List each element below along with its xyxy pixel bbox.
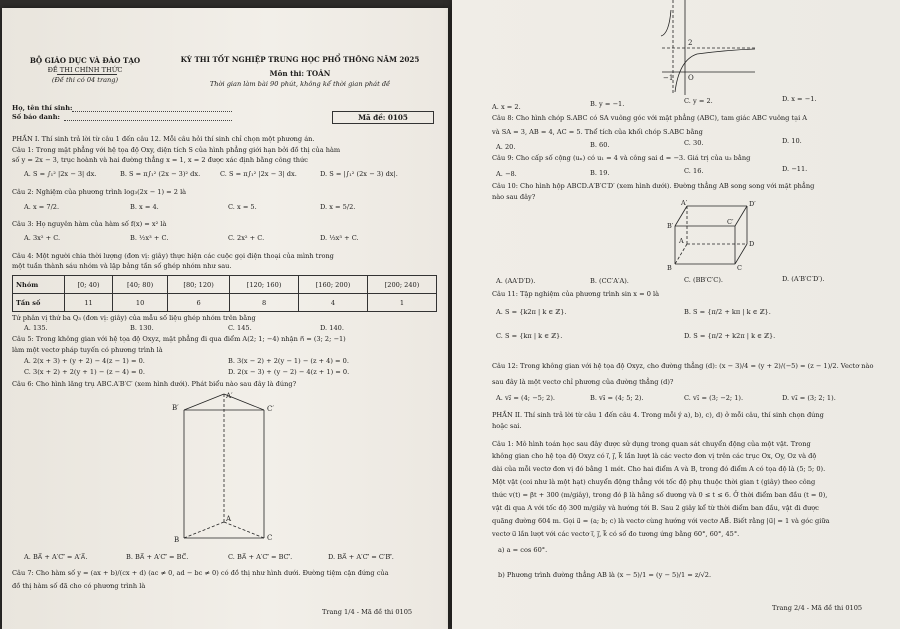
q6-option-a: A. BA⃗ + A′C′⃗ = A′A⃗. (24, 553, 88, 561)
q10-option-b: B. (CC′A′A). (590, 277, 629, 285)
q1-line1: Câu 1: Trong mặt phẳng với hệ tọa độ Oxy, diện tích S của hình phẳng giới hạn bởi đồ thị của hàm (12, 146, 341, 154)
q9-option-c: C. 16. (684, 167, 704, 175)
q12-line2: sau đây là một vectơ chỉ phương của đường thẳng (d)? (492, 378, 674, 386)
q12-line1: Câu 12: Trong không gian với hệ tọa độ Oxyz, cho đường thẳng (d): (x − 3)/4 = (y + 2)/(−5) = (z − 1)/2. Vectơ nào (492, 362, 874, 370)
table-cell: [160; 200) (299, 276, 368, 294)
q3-option-a: A. 3x² + C. (24, 234, 61, 242)
label-D-prime: D′ (749, 200, 756, 208)
p2q1-line: quãng đường 604 m. Gọi u⃗ = (a; b; c) là vectơ cùng hướng với vectơ AB⃗. Biết rằng |u⃗| = 1 và góc giữa (492, 517, 830, 525)
label-C: C (267, 534, 273, 542)
p2q1-statement-a: a) a = cos 60°. (498, 546, 548, 554)
graph-y-mark: 2 (688, 39, 693, 47)
q7-line1: Câu 7: Cho hàm số y = (ax + b)/(cx + d) (ac ≠ 0, ad − bc ≠ 0) có đồ thị như hình dưới. Đường tiệm cận đứng của (12, 569, 389, 577)
q5-line1: Câu 5: Trong không gian với hệ tọa độ Oxyz, mặt phẳng đi qua điểm A(2; 1; −4) nhận n⃗ = (3; 2; −1) (12, 335, 346, 343)
exam-code-box: Mã đề: 0105 (332, 111, 434, 124)
q10-line1: Câu 10: Cho hình hộp ABCD.A′B′C′D′ (xem hình dưới). Đường thẳng AB song song với mặt phẳng (492, 182, 815, 190)
label-A-prime: A′ (226, 392, 233, 400)
label-A: A (679, 237, 684, 245)
q1-option-a: A. S = ∫₁² |2x − 3| dx. (24, 170, 97, 178)
candidate-name-label: Họ, tên thí sinh: (12, 104, 73, 112)
q3-stem: Câu 3: Họ nguyên hàm của hàm số f(x) = x² là (12, 220, 167, 228)
q5-option-c: C. 3(x + 2) + 2(y + 1) − (z − 4) = 0. (24, 368, 145, 376)
q10-option-a: A. (AA′D′D). (496, 277, 536, 285)
table-cell: [200; 240) (368, 276, 437, 294)
pages-note: (Đề thi có 04 trang) (51, 76, 119, 84)
part1-intro: PHẦN I. Thí sinh trả lời từ câu 1 đến câu 12. Mỗi câu hỏi thí sinh chỉ chọn một phương án. (12, 135, 315, 143)
q11-stem: Câu 11: Tập nghiệm của phương trình sin x = 0 là (492, 290, 660, 298)
q3-option-c: C. 2x² + C. (228, 234, 265, 242)
frequency-table (12, 275, 437, 312)
prism-figure (172, 390, 282, 550)
candidate-name-line (72, 111, 232, 112)
q4-line1: Câu 4: Một người chia thời lượng (đơn vị: giây) thực hiện các cuộc gọi điện thoại của mình trong (12, 252, 334, 260)
q5-line2: làm một vectơ pháp tuyến có phương trình là (12, 346, 163, 354)
q7-option-d: D. x = −1. (782, 95, 817, 103)
label-C-prime: C′ (727, 218, 734, 226)
table-cell: 11 (64, 294, 112, 312)
p2q1-line: vectơ u⃗ lần lượt với các vectơ i⃗, j⃗, k⃗ có số đo tương ứng bằng 60°, 60°, 45°. (492, 530, 740, 538)
q5-option-d: D. 2(x − 3) + (y − 2) − 4(z + 1) = 0. (228, 368, 350, 376)
q12-option-a: A. v₂⃗ = (4; −5; 2). (496, 394, 556, 402)
q3-option-d: D. ⅓x³ + C. (320, 234, 359, 242)
p2q1-line: thức v(t) = βt + 300 (m/giây), trong đó β là hằng số dương và 0 ≤ t ≤ 6. Ở thời điểm ban đầu (t = 0), (492, 491, 828, 499)
exam-page-1 (2, 8, 448, 629)
q8-option-d: D. 10. (782, 137, 802, 145)
q12-option-c: C. v₁⃗ = (3; −2; 1). (684, 394, 744, 402)
q2-option-c: C. x = 5. (228, 203, 257, 211)
q1-option-c: C. S = π∫₁² |2x − 3| dx. (220, 170, 297, 178)
q8-option-b: B. 60. (590, 141, 610, 149)
q2-stem: Câu 2: Nghiệm của phương trình log₃(2x − 1) = 2 là (12, 188, 187, 196)
label-D: D (749, 240, 755, 248)
q1-line2: số y = 2x − 3, trục hoành và hai đường thẳng x = 1, x = 2 được xác định bằng công thức (12, 156, 308, 164)
box-figure (667, 200, 767, 272)
q4-option-c: C. 145. (228, 324, 252, 332)
page1-footer: Trang 1/4 - Mã đề thi 0105 (322, 608, 413, 616)
ministry-name: BỘ GIÁO DỤC VÀ ĐÀO TẠO (29, 56, 141, 65)
table-cell: 10 (113, 294, 168, 312)
q7-graph (657, 0, 757, 95)
label-B-prime: B′ (172, 404, 179, 412)
label-B: B (667, 264, 672, 272)
exam-page-2 (452, 0, 900, 629)
q9-option-d: D. −11. (782, 165, 808, 173)
part2-line2: hoặc sai. (492, 422, 522, 430)
q1-option-d: D. S = |∫₁² (2x − 3) dx|. (320, 170, 398, 178)
time-note: Thời gian làm bài 90 phút, không kể thời gian phát đề (209, 80, 391, 88)
table-row (13, 294, 437, 312)
label-B: B (174, 536, 180, 544)
q8-line2: và SA = 3, AB = 4, AC = 5. Thể tích của khối chóp S.ABC bằng (492, 128, 703, 136)
candidate-id-label: Số báo danh: (12, 113, 60, 121)
graph-origin: O (688, 74, 694, 82)
part2-line1: PHẦN II. Thí sinh trả lời từ câu 1 đến câu 4. Trong mỗi ý a), b), c), d) ở mỗi câu, thí sinh chọn đúng (492, 411, 824, 419)
q8-line1: Câu 8: Cho hình chóp S.ABC có SA vuông góc với mặt phẳng (ABC), tam giác ABC vuông tại A (492, 114, 808, 122)
q10-line2: nào sau đây? (492, 193, 536, 201)
table-cell: Tần số (13, 294, 65, 312)
candidate-id-line (64, 120, 232, 121)
table-cell: 1 (368, 294, 437, 312)
q6-option-d: D. BA⃗ + A′C′⃗ = C′B′⃗. (328, 553, 394, 561)
q7-option-b: B. y = −1. (590, 100, 625, 108)
p2q1-statement-b: b) Phương trình đường thẳng AB là (x − 5)/1 = (y − 5)/1 = z/√2. (498, 571, 712, 579)
q5-option-a: A. 2(x + 3) + (y + 2) − 4(z − 1) = 0. (24, 357, 145, 365)
q9-option-b: B. 19. (590, 169, 610, 177)
exam-title: KỲ THI TỐT NGHIỆP TRUNG HỌC PHỔ THÔNG NĂM 2025 (180, 55, 420, 64)
table-cell: [80; 120) (168, 276, 230, 294)
page2-footer: Trang 2/4 - Mã đề thi 0105 (772, 604, 863, 612)
q8-option-c: C. 30. (684, 139, 704, 147)
subject: Môn thi: TOÁN (269, 69, 331, 78)
table-cell: 6 (168, 294, 230, 312)
header-divider (57, 74, 117, 75)
q6-stem: Câu 6: Cho hình lăng trụ ABC.A′B′C′ (xem hình dưới). Phát biểu nào sau đây là đúng? (12, 380, 297, 388)
q4-option-a: A. 135. (24, 324, 48, 332)
graph-x-mark: −1 (663, 74, 674, 82)
label-C-prime: C′ (267, 405, 274, 413)
q2-option-b: B. x = 4. (130, 203, 159, 211)
q11-option-b: B. S = {π/2 + kπ | k ∈ ℤ}. (684, 308, 771, 316)
q4-option-d: D. 140. (320, 324, 344, 332)
q11-option-c: C. S = {kπ | k ∈ ℤ}. (496, 332, 563, 340)
q10-option-c: C. (BB′C′C). (684, 276, 724, 284)
q2-option-d: D. x = 5/2. (320, 203, 356, 211)
q6-option-b: B. BA⃗ + A′C′⃗ = BC⃗. (126, 553, 189, 561)
official-label: ĐỀ THI CHÍNH THỨC (47, 66, 123, 74)
q10-option-d: D. (A′B′C′D′). (782, 275, 825, 283)
q4-line2: một tuần thành sáu nhóm và lập bảng tần số ghép nhóm như sau. (12, 262, 232, 270)
p2q1-line: Câu 1: Mô hình toán học sau đây được sử dụng trong quan sát chuyển động của một vật. Trong (492, 440, 811, 448)
q12-option-d: D. v₄⃗ = (3; 2; 1). (782, 394, 836, 402)
q11-option-d: D. S = {π/2 + k2π | k ∈ ℤ}. (684, 332, 776, 340)
label-A-prime: A′ (681, 200, 688, 207)
q6-option-c: C. BA⃗ + A′C′⃗ = BC′⃗. (228, 553, 293, 561)
q9-option-a: A. −8. (496, 170, 517, 178)
q9-stem: Câu 9: Cho cấp số cộng (uₙ) có u₁ = 4 và công sai d = −3. Giá trị của u₃ bằng (492, 154, 751, 162)
q7-option-c: C. y = 2. (684, 97, 713, 105)
q7-line2: đồ thị hàm số đã cho có phương trình là (12, 582, 146, 590)
table-cell: 8 (230, 294, 299, 312)
q2-option-a: A. x = 7/2. (24, 203, 60, 211)
p2q1-line: vật đi qua A với tốc độ 300 m/giây và hướng tới B. Sau 2 giây kể từ thời điểm ban đầu, vật đi được (492, 504, 819, 512)
label-B-prime: B′ (667, 222, 674, 230)
table-cell: 4 (299, 294, 368, 312)
label-A: A (226, 515, 232, 523)
q5-option-b: B. 3(x − 2) + 2(y − 1) − (z + 4) = 0. (228, 357, 349, 365)
table-cell: [40; 80) (113, 276, 168, 294)
p2q1-line: dài của mỗi vectơ đơn vị đó bằng 1 mét. Cho hai điểm A và B, trong đó điểm A có tọa độ là (5; 5; 0). (492, 465, 826, 473)
q4-tail: Tứ phân vị thứ ba Q₃ (đơn vị: giây) của mẫu số liệu ghép nhóm trên bằng (12, 314, 256, 322)
q4-option-b: B. 130. (130, 324, 154, 332)
q3-option-b: B. ½x³ + C. (130, 234, 169, 242)
q8-option-a: A. 20. (496, 143, 516, 151)
q7-option-a: A. x = 2. (492, 103, 521, 111)
p2q1-line: Một vật (coi như là một hạt) chuyển động thẳng với tốc độ phụ thuộc thời gian t (giây) theo công (492, 478, 816, 486)
q1-option-b: B. S = π∫₁² (2x − 3)² dx. (120, 170, 201, 178)
label-C: C (737, 264, 742, 272)
table-header-row (13, 276, 437, 294)
q11-option-a: A. S = {k2π | k ∈ ℤ}. (496, 308, 567, 316)
q12-option-b: B. v₃⃗ = (4; 5; 2). (590, 394, 644, 402)
table-cell: Nhóm (13, 276, 65, 294)
table-cell: [0; 40) (64, 276, 112, 294)
p2q1-line: không gian cho hệ tọa độ Oxyz có i⃗, j⃗, k⃗ lần lượt là các vectơ đơn vị trên các trục Ox, Oy, Oz và độ (492, 452, 817, 460)
table-cell: [120; 160) (230, 276, 299, 294)
